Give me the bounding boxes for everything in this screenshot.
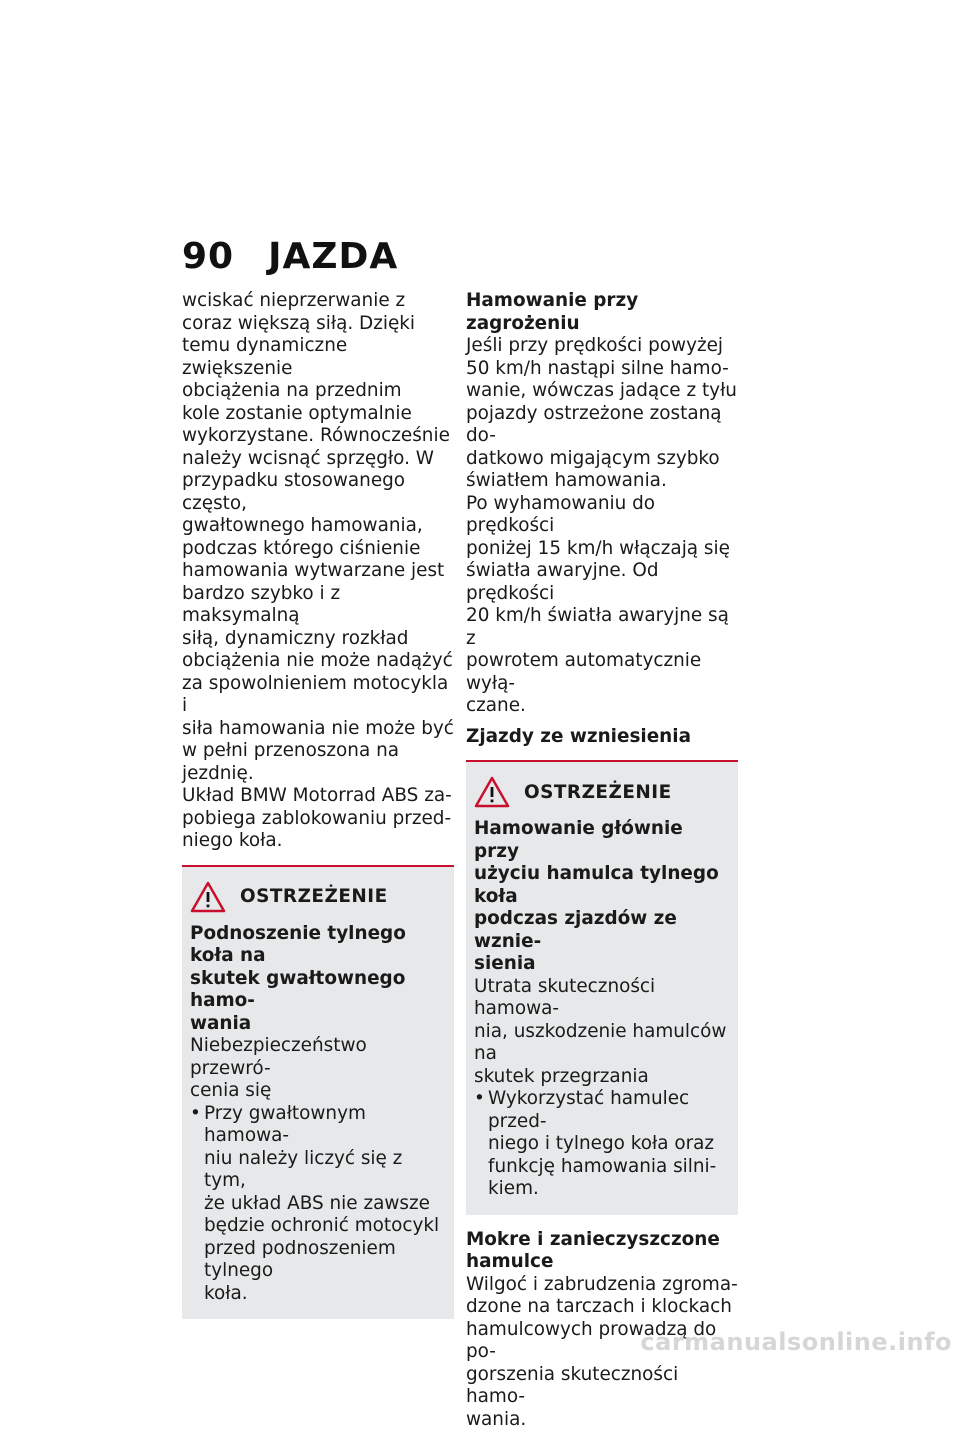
warning-heading-line: podczas zjazdów ze wznie- xyxy=(474,908,730,953)
text-line: temu dynamiczne zwiększenie xyxy=(182,335,454,380)
text-line: wanie, wówczas jadące z tyłu xyxy=(466,380,738,403)
text-line: Układ BMW Motorrad ABS za- xyxy=(182,785,454,808)
text-line: należy wcisnąć sprzęgło. W xyxy=(182,448,454,471)
text-line: 50 km/h nastąpi silne hamo- xyxy=(466,358,738,381)
text-line: hamowania wytwarzane jest xyxy=(182,560,454,583)
section-heading: hamulce xyxy=(466,1251,738,1274)
warning-body-line: Utrata skuteczności hamowa- xyxy=(474,976,730,1021)
warning-bullet xyxy=(190,1103,446,1306)
warning-body-line: Niebezpieczeństwo przewró- xyxy=(190,1035,446,1080)
text-line: obciążenia na przednim xyxy=(182,380,454,403)
right-paragraph-1 xyxy=(466,335,738,493)
bullet-dot: • xyxy=(190,1103,204,1306)
warning-heading-line: skutek gwałtownego hamo- xyxy=(190,968,446,1013)
text-line: Jeśli przy prędkości powyżej xyxy=(466,335,738,358)
warning-body-line: nia, uszkodzenie hamulców na xyxy=(474,1021,730,1066)
text-line: czane. xyxy=(466,695,738,718)
bullet-line: niu należy liczyć się z tym, xyxy=(204,1148,446,1193)
left-paragraph-2 xyxy=(182,785,454,853)
warning-label: OSTRZEŻENIE xyxy=(524,782,672,803)
text-line: gorszenia skuteczności hamo- xyxy=(466,1364,738,1409)
text-line: powrotem automatycznie wyłą- xyxy=(466,650,738,695)
bullet-line: kiem. xyxy=(488,1178,730,1201)
page-number: 90 xyxy=(182,236,234,277)
text-line: niego koła. xyxy=(182,830,454,853)
text-line: poniżej 15 km/h włączają się xyxy=(466,538,738,561)
right-column xyxy=(466,290,738,1431)
bullet-line: funkcję hamowania silni- xyxy=(488,1156,730,1179)
warning-label: OSTRZEŻENIE xyxy=(240,886,388,907)
bullet-line: Wykorzystać hamulec przed- xyxy=(488,1088,730,1133)
text-line: hamulcowych prowadzą do po- xyxy=(466,1319,738,1364)
section-heading: Zjazdy ze wzniesienia xyxy=(466,726,738,749)
text-line: siła hamowania nie może być xyxy=(182,718,454,741)
bullet-line: że układ ABS nie zawsze xyxy=(204,1193,446,1216)
bullet-dot: • xyxy=(474,1088,488,1201)
text-line: pojazdy ostrzeżone zostaną do- xyxy=(466,403,738,448)
page-header xyxy=(182,236,398,277)
warning-heading-line: sienia xyxy=(474,953,730,976)
bullet-line: będzie ochronić motocykl xyxy=(204,1215,446,1238)
warning-title xyxy=(474,776,730,808)
text-line: coraz większą siłą. Dzięki xyxy=(182,313,454,336)
warning-box-right xyxy=(466,760,738,1215)
left-paragraph-1 xyxy=(182,290,454,785)
text-line: wania. xyxy=(466,1409,738,1431)
text-line: przypadku stosowanego często, xyxy=(182,470,454,515)
text-line: pobiega zablokowaniu przed- xyxy=(182,808,454,831)
text-line: datkowo migającym szybko xyxy=(466,448,738,471)
text-line: Wilgoć i zabrudzenia zgroma- xyxy=(466,1274,738,1297)
text-line: obciążenia nie może nadążyć xyxy=(182,650,454,673)
text-line: Po wyhamowaniu do prędkości xyxy=(466,493,738,538)
bullet-line: przed podnoszeniem tylnego xyxy=(204,1238,446,1283)
watermark[interactable]: carmanualsonline.info xyxy=(640,1328,952,1356)
warning-heading-line: wania xyxy=(190,1013,446,1036)
section-heading: Mokre i zanieczyszczone xyxy=(466,1229,738,1252)
text-line: światłem hamowania. xyxy=(466,470,738,493)
text-line: światła awaryjne. Od prędkości xyxy=(466,560,738,605)
section-heading: Hamowanie przy zagrożeniu xyxy=(466,290,738,335)
left-column xyxy=(182,290,454,1319)
warning-heading-line: Hamowanie głównie przy xyxy=(474,818,730,863)
text-line: kole zostanie optymalnie xyxy=(182,403,454,426)
warning-bullet xyxy=(474,1088,730,1201)
warning-body-line: skutek przegrzania xyxy=(474,1066,730,1089)
text-line: wykorzystane. Równocześnie xyxy=(182,425,454,448)
warning-title xyxy=(190,881,446,913)
text-line: siłą, dynamiczny rozkład xyxy=(182,628,454,651)
text-line: za spowolnieniem motocykla i xyxy=(182,673,454,718)
text-line: podczas którego ciśnienie xyxy=(182,538,454,561)
warning-triangle-icon xyxy=(190,881,226,913)
text-line: bardzo szybko i z maksymalną xyxy=(182,583,454,628)
text-line: gwałtownego hamowania, xyxy=(182,515,454,538)
bullet-line: koła. xyxy=(204,1283,446,1306)
bullet-line: Przy gwałtownym hamowa- xyxy=(204,1103,446,1148)
section-title: JAZDA xyxy=(268,236,398,277)
warning-box-left xyxy=(182,865,454,1320)
warning-triangle-icon xyxy=(474,776,510,808)
text-line: wciskać nieprzerwanie z xyxy=(182,290,454,313)
right-paragraph-2 xyxy=(466,493,738,718)
text-line: w pełni przenoszona na jezdnię. xyxy=(182,740,454,785)
warning-body-line: cenia się xyxy=(190,1080,446,1103)
bullet-line: niego i tylnego koła oraz xyxy=(488,1133,730,1156)
warning-heading-line: Podnoszenie tylnego koła na xyxy=(190,923,446,968)
text-line: 20 km/h światła awaryjne są z xyxy=(466,605,738,650)
text-line: dzone na tarczach i klockach xyxy=(466,1296,738,1319)
warning-heading-line: użyciu hamulca tylnego koła xyxy=(474,863,730,908)
